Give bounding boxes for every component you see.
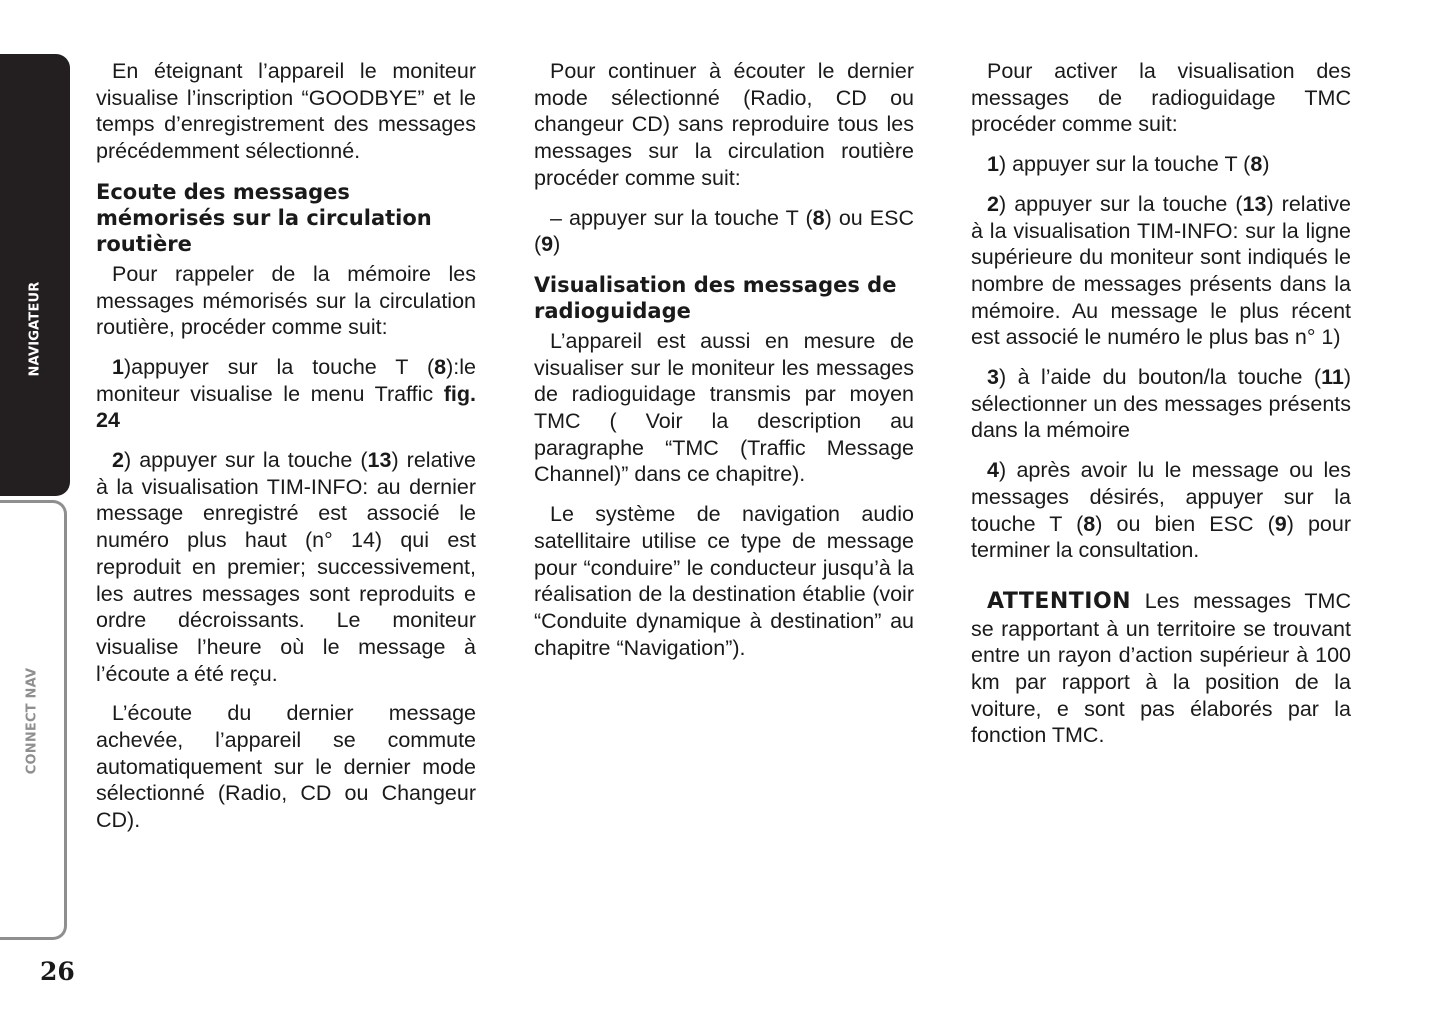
step-item (971, 457, 1351, 564)
section-heading: Ecoute des messages mémorisés sur la circulation routière (96, 179, 432, 256)
step-text: ) ou ESC ( (534, 205, 914, 257)
attention-note (971, 588, 1351, 749)
key-number: 13 (1242, 191, 1267, 216)
key-number: 9 (1274, 511, 1287, 536)
paragraph: L’appareil est aussi en mesure de visualiser sur le moniteur les messages de radioguidage transmis par moyen TMC ( Voir la description au paragraphe “TMC (Traffic Message Channel)” dans ce chapitre). (534, 328, 914, 487)
step-text: ) (553, 232, 561, 257)
key-number: 8 (434, 354, 447, 379)
step-text: ) pour terminer la consultation. (971, 511, 1352, 563)
text-column-1 (96, 58, 476, 847)
key-number: 11 (1321, 365, 1344, 390)
attention-label: ATTENTION (987, 588, 1132, 614)
step-text: ) (1262, 152, 1270, 177)
step-number: 4 (987, 458, 999, 483)
step-text: ) à l’aide du bouton/la touche ( (998, 365, 1322, 390)
step-text: ) relative à la visualisation TIM-INFO: sur la ligne supérieure du moniteur sont indiqués le nombre de messages présents dans la mémoire. Au message le plus récent est associé le numéro le plus bas n° 1) (971, 191, 1351, 350)
step-text: – appuyer sur la touche T ( (550, 205, 813, 230)
step-item (971, 151, 1351, 178)
paragraph: Pour rappeler de la mémoire les messages mémorisés sur la circulation routière, procéder comme suit: (96, 261, 476, 340)
step-number: 1 (987, 152, 999, 177)
step-item (971, 191, 1351, 351)
key-number: 8 (1250, 152, 1263, 177)
section-tab-navigateur (0, 54, 70, 496)
dash-item (534, 205, 914, 258)
step-text: )appuyer sur la touche T ( (123, 354, 435, 379)
section-tab-connect-nav (0, 500, 67, 940)
key-number: 9 (541, 232, 554, 257)
key-number: 13 (367, 448, 392, 473)
step-item (971, 364, 1351, 444)
step-text: ) après avoir lu le message ou les messages désirés, appuyer sur la touche T ( (971, 458, 1351, 536)
step-text: ) appuyer sur la touche T ( (998, 152, 1251, 177)
step-number: 2 (112, 448, 124, 473)
paragraph: En éteignant l’appareil le moniteur visualise l’inscription “GOODBYE” et le temps d’enregistrement des messages précédemment sélectionné. (96, 59, 476, 164)
paragraph: L’écoute du dernier message achevée, l’appareil se commute automatiquement sur le dernier mode sélectionné (Radio, CD ou Changeur CD). (96, 701, 476, 833)
step-text: ) sélectionner un des messages présents dans la mémoire (971, 365, 1351, 443)
paragraph: Pour activer la visualisation des messages de radioguidage TMC procéder comme suit: (971, 59, 1351, 137)
section-tab-label-inactive: CONNECT NAV (24, 667, 40, 775)
step-number: 1 (112, 354, 124, 379)
page-number: 26 (40, 957, 75, 986)
step-text: ) appuyer sur la touche ( (123, 448, 368, 473)
key-number: 8 (1083, 511, 1096, 536)
paragraph: Pour continuer à écouter le dernier mode sélectionné (Radio, CD ou changeur CD) sans reproduire tous les messages sur la circulation routière procéder comme suit: (534, 59, 914, 190)
step-text: ) relative à la visualisation TIM-INFO: au dernier message enregistré est associé le numéro plus haut (n° 14) qui est reproduit en premier; successivement, les autres messages sont reproduits e ordre décroissants. Le moniteur visualise l’heure où le message à l’écoute a été reçu. (96, 448, 476, 686)
step-text: ) appuyer sur la touche ( (998, 191, 1243, 216)
step-item (96, 447, 476, 687)
figure-reference: fig. 24 (96, 381, 476, 433)
text-column-2 (534, 58, 914, 674)
step-item (96, 354, 476, 434)
text-column-3 (971, 58, 1351, 762)
key-number: 8 (812, 205, 825, 230)
paragraph: Le système de navigation audio satellitaire utilise ce type de message pour “conduire” le conducteur jusqu’à la réalisation de la destination établie (voir “Conduite dynamique à destination” au chapitre “Navigation”). (534, 502, 914, 660)
attention-text: Les messages TMC se rapportant à un territoire se trouvant entre un rayon d’action supérieur à 100 km par rapport à la position de la voiture, e sont pas élaborés par la fonction TMC. (971, 588, 1351, 748)
step-number: 3 (987, 365, 999, 390)
step-text: ):le moniteur visualise le menu Traffic (96, 354, 476, 406)
step-text: ) ou bien ESC ( (1095, 511, 1275, 536)
section-tab-label-active: NAVIGATEUR (27, 281, 43, 377)
section-heading: Visualisation des messages de radioguidage (534, 272, 897, 323)
step-number: 2 (987, 191, 999, 216)
